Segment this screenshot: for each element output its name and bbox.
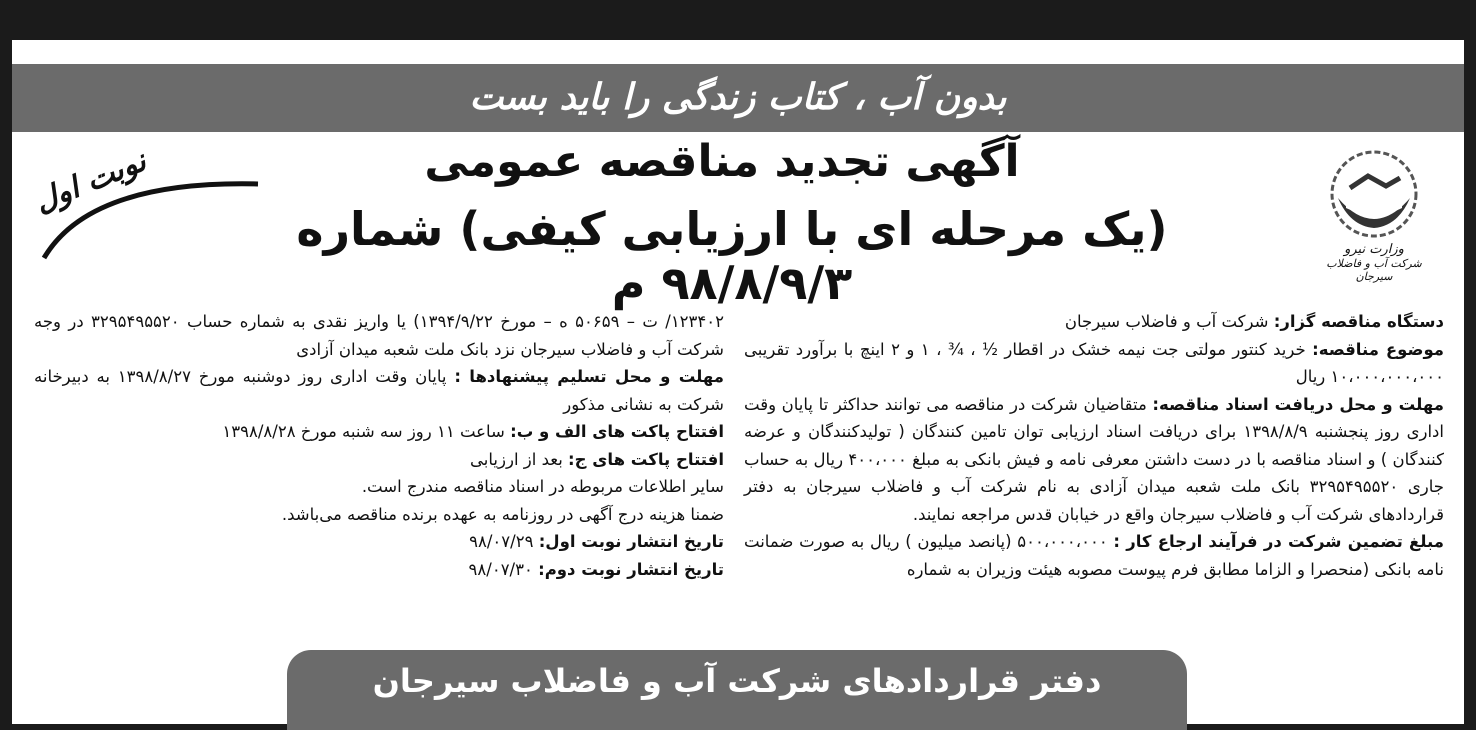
documents-paragraph bbox=[744, 391, 1444, 529]
paragraph-label: افتتاح پاکت های ج: bbox=[568, 449, 724, 469]
opening-c-paragraph bbox=[34, 446, 724, 474]
paragraph-text: پایان وقت اداری روز دوشنبه مورخ ۱۳۹۸/۸/۲۷ به دبیرخانه شرکت به نشانی مذکور bbox=[34, 367, 724, 414]
left-column bbox=[34, 308, 724, 583]
paragraph-text: بعد از ارزیابی bbox=[470, 449, 569, 469]
first-publication-date bbox=[34, 528, 724, 556]
paragraph-label: تاریخ انتشار نوبت اول: bbox=[538, 532, 724, 551]
water-drop-logo-icon bbox=[1328, 148, 1420, 240]
organizer-paragraph bbox=[744, 308, 1444, 336]
publication-stamp: نوبت اول bbox=[29, 143, 152, 220]
paragraph-label: افتتاح پاکت های الف و ب: bbox=[510, 422, 724, 441]
second-publication-date bbox=[34, 556, 724, 584]
paragraph-label: موضوع مناقصه: bbox=[1312, 339, 1444, 359]
cost-paragraph bbox=[34, 501, 724, 529]
paragraph-label: دستگاه مناقصه گزار: bbox=[1273, 312, 1444, 331]
ministry-logo bbox=[1312, 148, 1436, 288]
notice-subtitle: (یک مرحله ای با ارزیابی کیفی) شماره ۹۸/۸/۹/۳ م bbox=[296, 202, 1168, 310]
subject-paragraph bbox=[744, 336, 1444, 391]
paragraph-text: سایر اطلاعات مربوطه در اسناد مناقصه مندرج است. bbox=[361, 477, 724, 496]
notice-title: آگهی تجدید مناقصه عمومی bbox=[424, 136, 1020, 187]
paragraph-text: ساعت ۱۱ روز سه شنبه مورخ ۱۳۹۸/۸/۲۸ bbox=[222, 422, 511, 441]
opening-ab-paragraph bbox=[34, 418, 724, 446]
paragraph-label: مهلت و محل تسلیم پیشنهادها : bbox=[454, 367, 724, 386]
right-column bbox=[744, 308, 1444, 583]
footer-text: دفتر قراردادهای شرکت آب و فاضلاب سیرجان bbox=[372, 662, 1102, 700]
paragraph-text: ۵۰۰،۰۰۰،۰۰۰ (پانصد میلیون ) ریال به صورت ضمانت نامه بانکی (منحصرا و الزاما مطابق فرم پیوست مصوبه هیئت وزیران به شماره bbox=[744, 532, 1444, 579]
paragraph-text: ۹۸/۰۷/۳۰ bbox=[468, 559, 539, 579]
submission-paragraph bbox=[34, 363, 724, 418]
paragraph-text: شرکت آب و فاضلاب سیرجان bbox=[1064, 312, 1274, 331]
paragraph-text: ۹۸/۰۷/۲۹ bbox=[469, 532, 539, 551]
paragraph-text: ضمنا هزینه درج آگهی در روزنامه به عهده برنده مناقصه می‌باشد. bbox=[281, 504, 724, 524]
paragraph-text: ۱۲۳۴۰۲/ ت – ۵۰۶۵۹ ه – مورخ ۱۳۹۴/۹/۲۲) یا واریز نقدی به شماره حساب ۳۲۹۵۴۹۵۵۲۰ در وجه شرکت آب و فاضلاب سیرجان نزد بانک ملت شعبه میدان آزادی bbox=[34, 312, 724, 359]
paragraph-label: تاریخ انتشار نوبت دوم: bbox=[538, 559, 724, 579]
paragraph-label: مبلغ تضمین شرکت در فرآیند ارجاع کار : bbox=[1113, 532, 1444, 551]
paragraph-text: خرید کنتور مولتی جت نیمه خشک در اقطار ½ ، ¾ ، ۱ و ۲ اینچ با برآورد تقریبی ۱۰،۰۰۰،۰۰۰،۰۰۰ ریال bbox=[744, 339, 1444, 386]
guarantee-paragraph bbox=[744, 528, 1444, 583]
notice-page bbox=[12, 40, 1464, 724]
company-name: شرکت آب و فاضلاب سیرجان bbox=[1326, 257, 1422, 283]
banner-slogan: بدون آب ، کتاب زندگی را باید بست bbox=[469, 77, 1007, 118]
ministry-name: وزارت نیرو bbox=[1344, 242, 1404, 257]
guarantee-continued-paragraph bbox=[34, 308, 724, 363]
paragraph-text: متقاضیان شرکت در مناقصه می توانند حداکثر تا پایان وقت اداری روز پنجشنبه ۱۳۹۸/۸/۹ برای دریافت اسناد ارزیابی توان تامین کنندگان ( تولیدکنندگان و عرضه کنندگان ) و اسناد مناقصه با در دست داشتن معرفی نامه و فیش بانکی به مبلغ ۴۰۰،۰۰۰ ریال به حساب جاری ۳۲۹۵۴۹۵۵۲۰ بانک ملت شعبه میدان آزادی به نام شرکت آب و فاضلاب سیرجان به دفتر قراردادهای شرکت آب و فاضلاب سیرجان واقع در خیابان قدس مراجعه نمایند. bbox=[744, 394, 1444, 524]
other-info-paragraph bbox=[34, 473, 724, 501]
top-banner bbox=[12, 64, 1464, 132]
paragraph-label: مهلت و محل دریافت اسناد مناقصه: bbox=[1152, 394, 1444, 414]
footer-banner bbox=[287, 650, 1187, 730]
